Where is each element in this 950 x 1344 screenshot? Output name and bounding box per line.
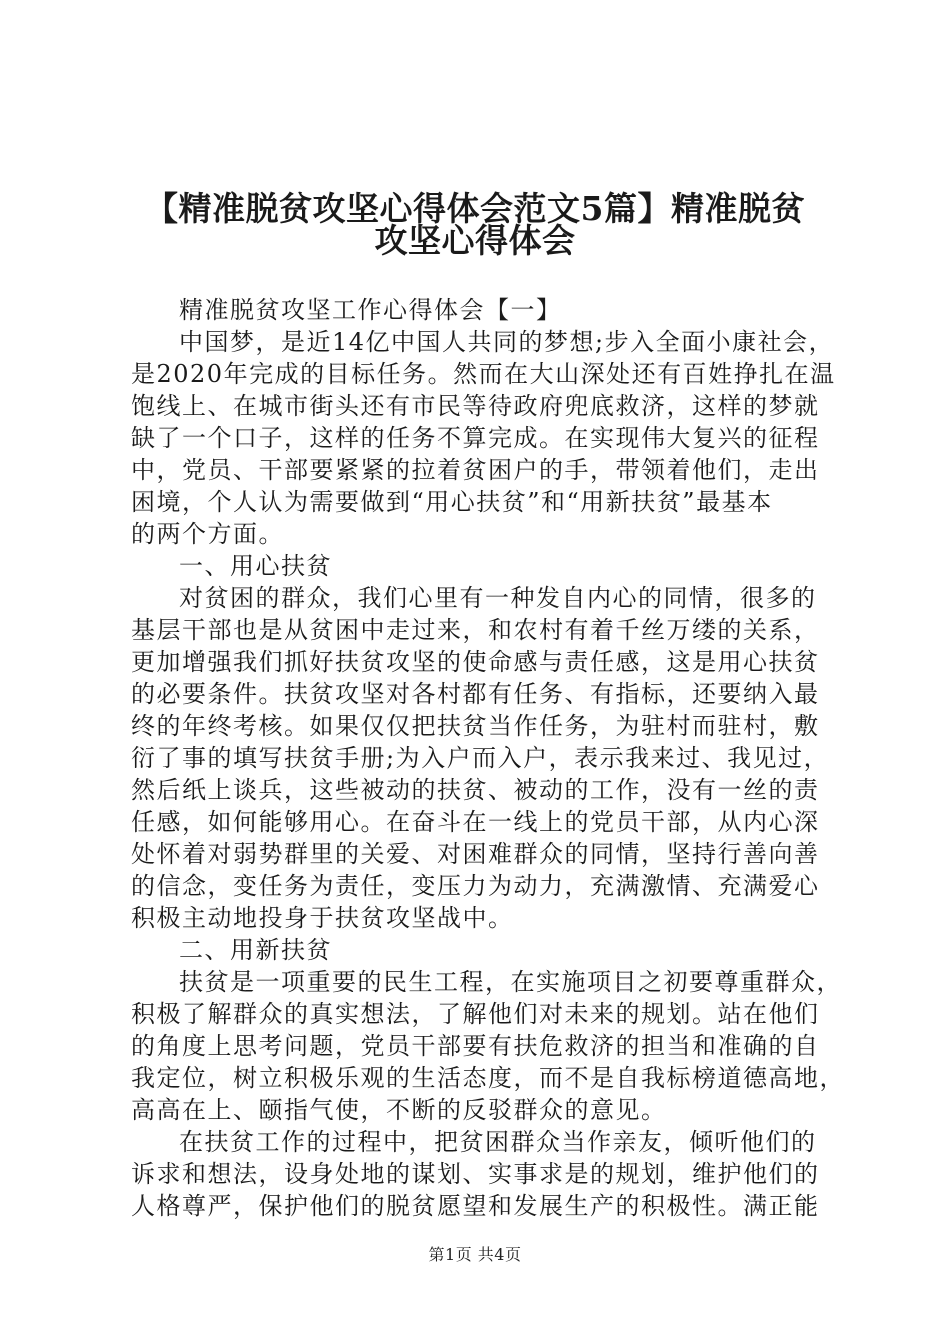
document-title xyxy=(120,180,830,260)
text-line: 更加增强我们抓好扶贫攻坚的使命感与责任感，这是用心扶贫 xyxy=(131,648,820,676)
text-line: 诉求和想法，设身处地的谋划、实事求是的规划，维护他们的 xyxy=(131,1160,820,1188)
text-line: 任感，如何能够用心。在奋斗在一线上的党员干部，从内心深 xyxy=(131,808,820,836)
text-line: 精准脱贫攻坚工作心得体会【一】 xyxy=(179,296,562,324)
title-line: 【精准脱贫攻坚心得体会范文5篇】精准脱贫 xyxy=(145,189,805,228)
text-line: 缺了一个口子，这样的任务不算完成。在实现伟大复兴的征程 xyxy=(131,424,820,452)
text-line: 的角度上思考问题，党员干部要有扶危救济的担当和准确的自 xyxy=(131,1032,820,1060)
text-line: 的信念，变任务为责任，变压力为动力，充满激情、充满爱心 xyxy=(131,872,820,900)
document-body xyxy=(131,294,845,1222)
text-line: 在扶贫工作的过程中，把贫困群众当作亲友，倾听他们的 xyxy=(179,1128,817,1156)
text-line: 终的年终考核。如果仅仅把扶贫当作任务，为驻村而驻村，敷 xyxy=(131,712,820,740)
text-line: 的必要条件。扶贫攻坚对各村都有任务、有指标，还要纳入最 xyxy=(131,680,820,708)
text-line: 扶贫是一项重要的民生工程，在实施项目之初要尊重群众， xyxy=(179,968,842,996)
text-line: 中国梦，是近14亿中国人共同的梦想;步入全面小康社会， xyxy=(179,328,835,356)
text-line: 我定位，树立积极乐观的生活态度，而不是自我标榜道德高地， xyxy=(131,1064,845,1092)
text-line: 人格尊严，保护他们的脱贫愿望和发展生产的积极性。满正能 xyxy=(131,1192,820,1220)
title-line: 攻坚心得体会 xyxy=(374,221,576,260)
text-line: 二、用新扶贫 xyxy=(179,936,332,964)
text-line: 中，党员、干部要紧紧的拉着贫困户的手，带领着他们，走出 xyxy=(131,456,820,484)
text-line: 积极主动地投身于扶贫攻坚战中。 xyxy=(131,904,514,932)
text-line: 对贫困的群众，我们心里有一种发自内心的同情，很多的 xyxy=(179,584,817,612)
text-line: 一、用心扶贫 xyxy=(179,552,332,580)
text-line: 积极了解群众的真实想法，了解他们对未来的规划。站在他们 xyxy=(131,1000,820,1028)
text-line: 衍了事的填写扶贫手册;为入户而入户，表示我来过、我见过， xyxy=(131,744,830,772)
text-line: 困境，个人认为需要做到“用心扶贫”和“用新扶贫”最基本 xyxy=(131,488,773,516)
text-line: 处怀着对弱势群里的关爱、对困难群众的同情，坚持行善向善 xyxy=(131,840,820,868)
text-line: 基层干部也是从贫困中走过来，和农村有着千丝万缕的关系， xyxy=(131,616,820,644)
text-line: 然后纸上谈兵，这些被动的扶贫、被动的工作，没有一丝的责 xyxy=(131,776,820,804)
text-line: 饱线上、在城市街头还有市民等待政府兜底救济，这样的梦就 xyxy=(131,392,820,420)
text-line: 的两个方面。 xyxy=(131,520,284,548)
text-line: 高高在上、颐指气使，不断的反驳群众的意见。 xyxy=(131,1096,667,1124)
page-footer: 第1页 共4页 xyxy=(428,1245,522,1264)
text-line: 是2020年完成的目标任务。然而在大山深处还有百姓挣扎在温 xyxy=(131,360,836,388)
